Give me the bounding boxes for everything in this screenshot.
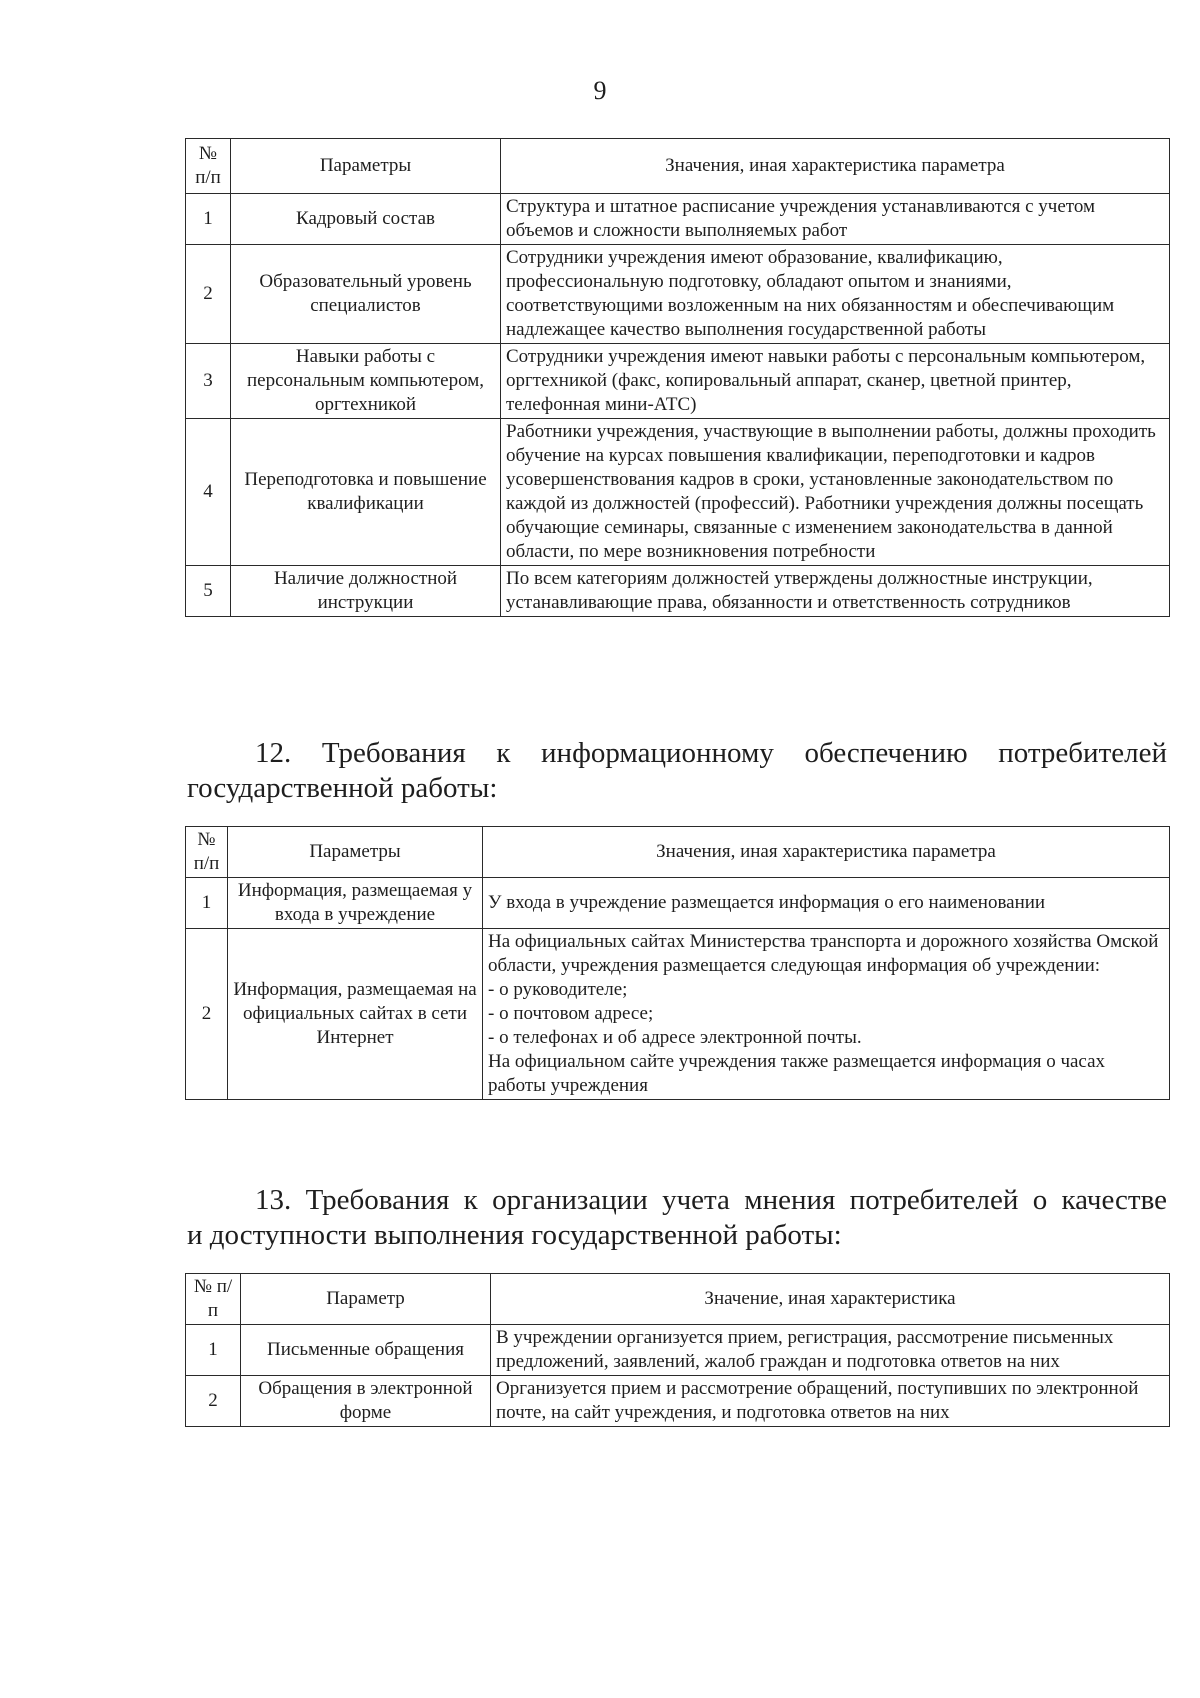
value-line: В учреждении организуется прием, регистрация, рассмотрение письменных предложений, заявлений, жалоб граждан и подготовка ответов на них bbox=[496, 1327, 1114, 1372]
column-header-value: Значение, иная характеристика bbox=[491, 1274, 1170, 1325]
value-line: - о телефонах и об адресе электронной почты. bbox=[488, 1027, 862, 1048]
row-number: 1 bbox=[186, 194, 231, 245]
parameter-name: Наличие должностной инструкции bbox=[231, 566, 501, 617]
parameter-name: Переподготовка и повышение квалификации bbox=[231, 419, 501, 566]
parameter-value bbox=[491, 1325, 1170, 1376]
table-row bbox=[186, 1325, 1170, 1376]
value-line: - о почтовом адресе; bbox=[488, 1003, 654, 1024]
value-line: На официальных сайтах Министерства транспорта и дорожного хозяйства Омской области, учреждения размещается следующая информация об учреждении: bbox=[488, 931, 1159, 976]
parameter-name: Обращения в электронной форме bbox=[241, 1376, 491, 1427]
row-number: 1 bbox=[186, 1325, 241, 1376]
section-12-line-2: государственной работы: bbox=[187, 772, 498, 804]
parameter-name: Кадровый состав bbox=[231, 194, 501, 245]
table-row bbox=[186, 344, 1170, 419]
column-header-value: Значения, иная характеристика параметра bbox=[501, 139, 1170, 194]
parameter-value bbox=[501, 566, 1170, 617]
parameter-value bbox=[501, 344, 1170, 419]
section-13-heading bbox=[187, 1183, 1167, 1253]
table-row bbox=[186, 878, 1170, 929]
parameter-name: Образовательный уровень специалистов bbox=[231, 245, 501, 344]
column-header-param: Параметры bbox=[228, 827, 483, 878]
parameter-value bbox=[501, 419, 1170, 566]
table-row bbox=[186, 1376, 1170, 1427]
value-line: Сотрудники учреждения имеют навыки работы с персональным компьютером, оргтехникой (факс, копировальный аппарат, сканер, цветной принтер, телефонная мини-АТС) bbox=[506, 346, 1146, 415]
section-13-line-1: 13. Требования к организации учета мнения потребителей о качестве bbox=[255, 1184, 1167, 1216]
column-header-param: Параметры bbox=[231, 139, 501, 194]
parameter-name: Информация, размещаемая на официальных сайтах в сети Интернет bbox=[228, 929, 483, 1100]
table-header-row bbox=[186, 827, 1170, 878]
table-row bbox=[186, 194, 1170, 245]
row-number: 5 bbox=[186, 566, 231, 617]
value-line: Работники учреждения, участвующие в выполнении работы, должны проходить обучение на курсах повышения квалификации, переподготовки и кадров усовершенствования кадров в сроки, установленные законодательством по каждой из должностей (профессий). Работники учреждения должны посещать обучающие семинары, связанные с изменением законодательства в данной области, по мере возникновения потребности bbox=[506, 421, 1156, 562]
value-line: По всем категориям должностей утверждены должностные инструкции, устанавливающие права, обязанности и ответственность сотрудников bbox=[506, 568, 1093, 613]
table-row bbox=[186, 245, 1170, 344]
parameter-name: Письменные обращения bbox=[241, 1325, 491, 1376]
parameter-value bbox=[501, 245, 1170, 344]
value-line: Структура и штатное расписание учреждения устанавливаются с учетом объемов и сложности выполняемых работ bbox=[506, 196, 1096, 241]
row-number: 1 bbox=[186, 878, 228, 929]
column-header-num: № п/п bbox=[186, 139, 231, 194]
table-row bbox=[186, 566, 1170, 617]
row-number: 3 bbox=[186, 344, 231, 419]
parameter-value bbox=[483, 878, 1170, 929]
column-header-num: № п/п bbox=[186, 1274, 241, 1325]
parameter-name: Навыки работы с персональным компьютером, оргтехникой bbox=[231, 344, 501, 419]
value-line: - о руководителе; bbox=[488, 979, 628, 1000]
section-12-heading bbox=[187, 736, 1167, 806]
row-number: 2 bbox=[186, 1376, 241, 1427]
feedback-requirements-table bbox=[185, 1273, 1170, 1427]
page-number: 9 bbox=[593, 76, 607, 105]
parameter-value bbox=[491, 1376, 1170, 1427]
row-number: 2 bbox=[186, 245, 231, 344]
staffing-requirements-table bbox=[185, 138, 1170, 617]
row-number: 4 bbox=[186, 419, 231, 566]
table-header-row bbox=[186, 139, 1170, 194]
value-line: На официальном сайте учреждения также размещается информация о часах работы учреждения bbox=[488, 1051, 1106, 1096]
value-line: У входа в учреждение размещается информация о его наименовании bbox=[488, 892, 1046, 913]
value-line: Сотрудники учреждения имеют образование, квалификацию, профессиональную подготовку, обладают опытом и знаниями, соответствующими возложенным на них обязанностям и обеспечивающим надлежащее качество выполнения государственной работы bbox=[506, 247, 1115, 340]
column-header-num: № п/п bbox=[186, 827, 228, 878]
table-header-row bbox=[186, 1274, 1170, 1325]
value-line: Организуется прием и рассмотрение обращений, поступивших по электронной почте, на сайт учреждения, и подготовка ответов на них bbox=[496, 1378, 1139, 1423]
parameter-name: Информация, размещаемая у входа в учреждение bbox=[228, 878, 483, 929]
column-header-value: Значения, иная характеристика параметра bbox=[483, 827, 1170, 878]
table-row bbox=[186, 419, 1170, 566]
column-header-param: Параметр bbox=[241, 1274, 491, 1325]
row-number: 2 bbox=[186, 929, 228, 1100]
table-row bbox=[186, 929, 1170, 1100]
section-12-line-1: 12. Требования к информационному обеспечению потребителей bbox=[255, 737, 1167, 769]
information-requirements-table bbox=[185, 826, 1170, 1100]
parameter-value bbox=[483, 929, 1170, 1100]
parameter-value bbox=[501, 194, 1170, 245]
section-13-line-2: и доступности выполнения государственной работы: bbox=[187, 1219, 842, 1251]
